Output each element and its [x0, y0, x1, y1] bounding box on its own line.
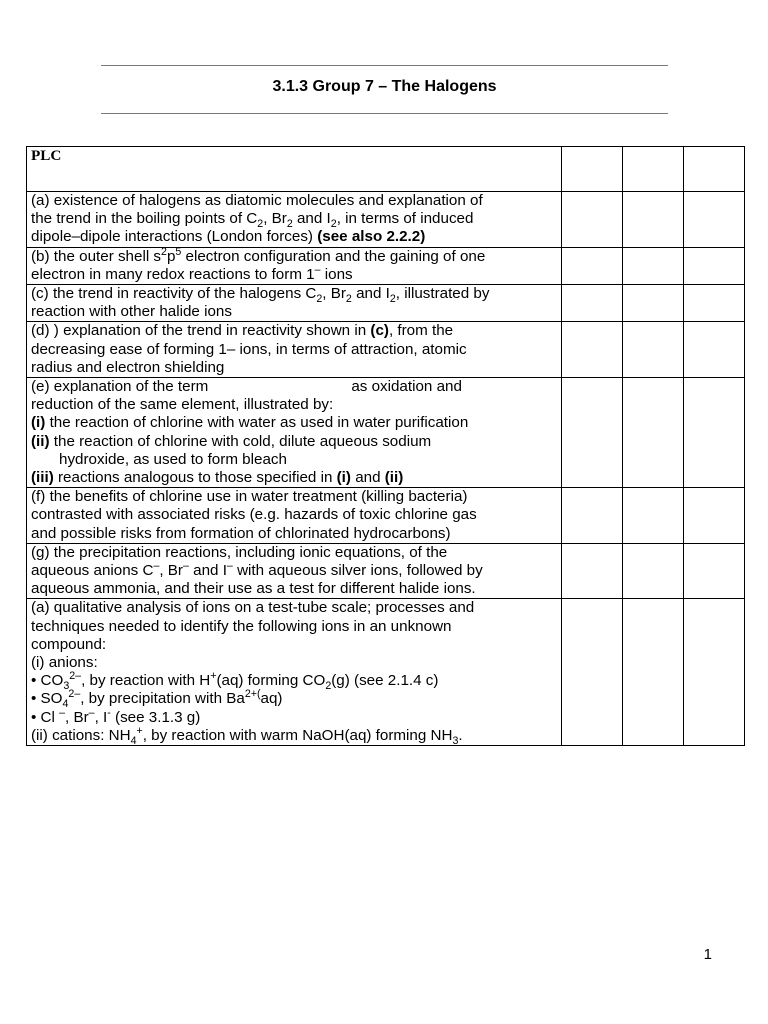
superscript: – — [183, 560, 189, 572]
statement-cell — [27, 543, 562, 599]
statement-line: hydroxide, as used to form bleach — [59, 450, 287, 468]
statement-line: techniques needed to identify the following ions in an unknown — [31, 617, 452, 635]
statement-line: compound: — [31, 635, 107, 653]
statement-text: the trend in reactivity of the halogens C — [52, 285, 317, 303]
statement-text: • Cl — [31, 708, 60, 726]
superscript: – — [314, 263, 321, 276]
tick-box[interactable] — [684, 247, 745, 284]
statement-line — [31, 488, 557, 506]
superscript: + — [136, 724, 143, 737]
tick-box[interactable] — [684, 543, 745, 599]
tick-box[interactable] — [623, 599, 684, 746]
superscript: – — [153, 560, 160, 572]
statement-text: , by reaction with warm NaOH(aq) forming NH — [142, 726, 453, 744]
statement-line: reaction with other halide ions — [31, 303, 232, 321]
statement-text: ) explanation of the trend in reactivity shown in — [53, 322, 371, 340]
statement-line — [31, 414, 557, 432]
statement-line — [31, 322, 557, 340]
statement-line: aqueous ammonia, and their use as a test for different halide ions. — [31, 580, 476, 598]
statement-line — [31, 469, 557, 487]
tick-box[interactable] — [623, 192, 684, 248]
statement-text: dipole–dipole interactions (London forces) — [31, 228, 318, 246]
table-row — [27, 322, 745, 378]
cross-reference: (ii) — [384, 469, 404, 487]
statement-text: the benefits of chlorine use in water treatment (killing bacteria) — [49, 488, 468, 506]
tick-box[interactable] — [623, 488, 684, 544]
statement-text: qualitative analysis of ions on a test-tube scale; processes and — [53, 599, 475, 617]
statement-line — [31, 245, 557, 266]
tick-box[interactable] — [623, 247, 684, 284]
tick-box[interactable] — [684, 599, 745, 746]
superscript: 2+( — [244, 688, 261, 701]
subscript: 2 — [325, 680, 332, 693]
subscript: 3 — [452, 734, 459, 747]
item-label: (d) — [31, 322, 50, 340]
statement-text: the reaction of chlorine with water as used in water purification — [45, 414, 469, 432]
statement-text: as oxidation and — [351, 378, 462, 396]
statement-text: existence of halogens as diatomic molecules and explanation of — [53, 192, 483, 209]
statement-cell — [27, 285, 562, 322]
cross-reference: (see also 2.2.2) — [317, 228, 426, 246]
superscript: 2 — [161, 245, 167, 258]
subscript: 4 — [62, 698, 69, 711]
tick-box[interactable] — [623, 285, 684, 322]
statement-text: , by reaction with H — [81, 672, 211, 690]
statement-text: , I — [94, 708, 108, 726]
header-rule-bottom — [101, 113, 668, 114]
plc-table — [26, 146, 745, 746]
statement-line — [31, 599, 557, 617]
statement-text: the precipitation reactions, including ionic equations, of the — [53, 543, 448, 561]
subscript: 2 — [389, 293, 396, 306]
table-header-row — [27, 147, 745, 192]
statement-text: aqueous anions C — [31, 562, 154, 580]
statement-line — [31, 544, 557, 562]
sub-item-label: (ii) — [31, 432, 50, 450]
statement-line — [31, 192, 557, 210]
statement-cell — [27, 322, 562, 378]
tick-box[interactable] — [684, 192, 745, 248]
tick-box[interactable] — [562, 543, 623, 599]
statement-text: • CO — [31, 672, 64, 690]
statement-text: p — [166, 247, 176, 265]
statement-text: (g) (see 2.1.4 c) — [331, 672, 439, 690]
tick-box[interactable] — [684, 147, 745, 192]
statement-line: decreasing ease of forming 1– ions, in terms of attraction, atomic — [31, 340, 467, 358]
tick-box[interactable] — [623, 147, 684, 192]
page-title: 3.1.3 Group 7 – The Halogens — [272, 78, 497, 95]
statement-cell — [27, 599, 562, 746]
statement-text: ions — [320, 265, 353, 283]
plc-heading: PLC — [27, 147, 562, 192]
superscript: 2– — [69, 670, 82, 683]
statement-text: electron in many redox reactions to form 1 — [31, 265, 315, 283]
item-label: (c) — [31, 285, 49, 303]
subscript: 2 — [257, 218, 264, 231]
subscript: 2 — [316, 293, 323, 306]
superscript: – — [226, 560, 233, 572]
statement-line — [31, 562, 557, 580]
table-row — [27, 378, 745, 488]
sub-item-label: (i) — [31, 414, 46, 432]
statement-line: contrasted with associated risks (e.g. hazards of toxic chlorine gas — [31, 506, 477, 524]
statement-text: , Br — [159, 562, 183, 580]
tick-box[interactable] — [562, 147, 623, 192]
page-number: 1 — [703, 946, 712, 963]
item-label: (f) — [31, 488, 46, 506]
subscript: 2 — [345, 293, 352, 306]
tick-box[interactable] — [562, 378, 623, 488]
subscript: 2 — [286, 218, 293, 231]
statement-line: and possible risks from formation of chlorinated hydrocarbons) — [31, 524, 451, 542]
subscript: 3 — [63, 680, 70, 693]
statement-text: and I — [351, 285, 390, 303]
statement-text: and I — [188, 562, 227, 580]
tick-box[interactable] — [623, 543, 684, 599]
statement-text: , illustrated by — [395, 285, 490, 303]
superscript: – — [59, 706, 66, 719]
item-label: (e) — [31, 378, 50, 396]
statement-text: explanation of the term — [53, 378, 209, 396]
statement-cell — [27, 378, 562, 488]
tick-box[interactable] — [562, 192, 623, 248]
statement-line: (i) anions: — [31, 654, 98, 672]
tick-box[interactable] — [562, 322, 623, 378]
statement-line — [31, 285, 557, 306]
table-row — [27, 488, 745, 544]
statement-text: , by precipitation with Ba — [80, 690, 245, 708]
statement-line: radius and electron shielding — [31, 358, 225, 376]
statement-line — [31, 433, 557, 451]
item-label: (b) — [31, 247, 50, 265]
statement-text: , Br — [322, 285, 346, 303]
statement-line — [31, 378, 557, 396]
tick-box[interactable] — [684, 488, 745, 544]
statement-text: the reaction of chlorine with cold, dilute aqueous sodium — [49, 432, 432, 450]
superscript: + — [210, 670, 217, 683]
tick-box[interactable] — [562, 599, 623, 746]
statement-line — [31, 228, 557, 246]
superscript: - — [107, 706, 111, 719]
table-row — [27, 192, 745, 248]
statement-text: . — [458, 726, 463, 744]
statement-text: • SO — [31, 690, 63, 708]
superscript: 2– — [68, 688, 81, 701]
statement-text: , Br — [65, 708, 89, 726]
tick-box[interactable] — [562, 488, 623, 544]
statement-text: (see 3.1.3 g) — [110, 708, 201, 726]
statement-cell — [27, 247, 562, 284]
tick-box[interactable] — [684, 378, 745, 488]
statement-text: and I — [292, 210, 331, 228]
statement-text: the trend in the boiling points of C — [31, 210, 258, 228]
statement-text: and — [350, 469, 385, 487]
statement-text: the outer shell s — [53, 247, 162, 265]
statement-line — [31, 210, 557, 231]
bullet-line — [31, 670, 557, 693]
statement-text: aq) — [260, 690, 283, 708]
subscript: 4 — [130, 734, 137, 747]
statement-cell — [27, 192, 562, 248]
statement-text: (ii) cations: NH — [31, 726, 131, 744]
tick-box[interactable] — [684, 322, 745, 378]
table-row — [27, 247, 745, 284]
item-label: (a) — [31, 599, 50, 617]
cross-reference: (c) — [370, 322, 389, 340]
bullet-line — [31, 706, 557, 727]
tick-box[interactable] — [623, 322, 684, 378]
table-row — [27, 285, 745, 322]
sub-item-label: (iii) — [31, 469, 54, 487]
statement-line: reduction of the same element, illustrated by: — [31, 396, 334, 414]
statement-text: with aqueous silver ions, followed by — [232, 562, 483, 580]
table-row — [27, 599, 745, 746]
statement-text: electron configuration and the gaining of one — [181, 247, 486, 265]
statement-cell — [27, 488, 562, 544]
tick-box[interactable] — [684, 285, 745, 322]
item-label: (g) — [31, 543, 50, 561]
statement-line — [31, 724, 557, 747]
statement-text: , from the — [388, 322, 454, 340]
statement-text: , Br — [263, 210, 287, 228]
cross-reference: (i) — [336, 469, 351, 487]
statement-line — [31, 263, 557, 284]
statement-text: , in terms of induced — [336, 210, 474, 228]
header-rule-top — [101, 65, 668, 66]
item-label: (a) — [31, 192, 50, 209]
statement-text: (aq) forming CO — [216, 672, 326, 690]
statement-text: reactions analogous to those specified in — [53, 469, 337, 487]
tick-box[interactable] — [562, 247, 623, 284]
tick-box[interactable] — [623, 378, 684, 488]
superscript: – — [88, 706, 95, 719]
subscript: 2 — [330, 218, 337, 231]
table-row — [27, 543, 745, 599]
tick-box[interactable] — [562, 285, 623, 322]
superscript: 5 — [175, 245, 182, 258]
